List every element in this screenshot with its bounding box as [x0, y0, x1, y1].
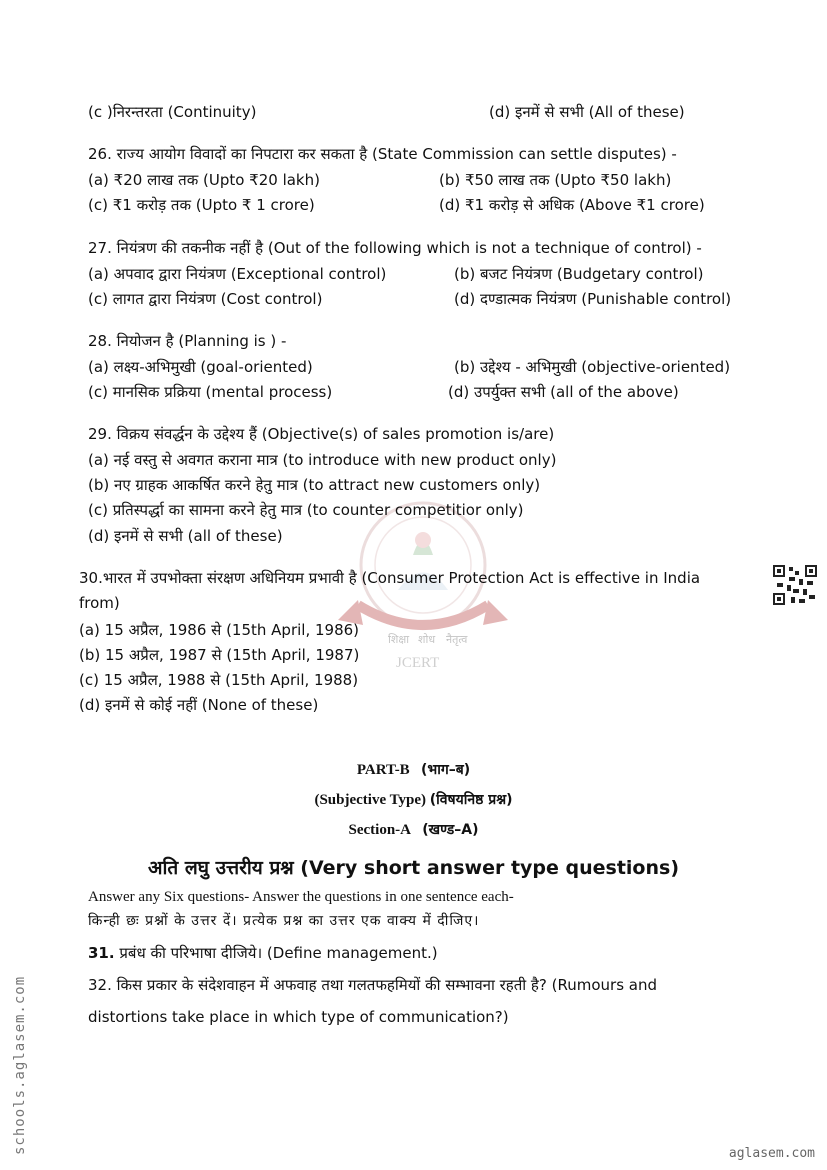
q30-question-line1: 30.भारत में उपभोक्ता संरक्षण अधिनियम प्रभावी है (Consumer Protection Act is effective in India [79, 569, 701, 587]
subjective-type-hindi: (विषयनिष्ठ प्रश्न) [429, 792, 513, 808]
q31-text: प्रबंध की परिभाषा दीजिये। (Define management.) [114, 944, 438, 962]
q28-option-b: (b) उद्देश्य - अभिमुखी (objective-oriented) [454, 358, 731, 376]
side-url: schools.aglasem.com [12, 975, 28, 1155]
q32-line1: 32. किस प्रकार के संदेशवाहन में अफवाह तथा गलतफहमियों की सम्भावना रहती है? (Rumours and [88, 976, 658, 994]
footer-url: aglasem.com [728, 1146, 815, 1161]
q29-option-b: (b) नए ग्राहक आकर्षित करने हेतु मात्र (to attract new customers only) [88, 476, 541, 494]
q31-number: 31. [88, 944, 115, 962]
q26-question: 26. राज्य आयोग विवादों का निपटारा कर सकता है (State Commission can settle disputes) - [88, 145, 677, 163]
q30-option-d: (d) इनमें से कोई नहीं (None of these) [79, 696, 319, 714]
q28-option-a: (a) लक्ष्य-अभिमुखी (goal-oriented) [88, 358, 313, 376]
q26-option-c: (c) ₹1 करोड़ तक (Upto ₹ 1 crore) [88, 196, 315, 214]
q31 [88, 943, 438, 963]
q29-question: 29. विक्रय संवर्द्धन के उद्देश्य हैं (Objective(s) of sales promotion is/are) [88, 425, 555, 443]
q32-line2: distortions take place in which type of communication?) [88, 1008, 509, 1026]
q29-option-d: (d) इनमें से सभी (all of these) [88, 527, 283, 545]
q27-option-d: (d) दण्डात्मक नियंत्रण (Punishable control) [454, 290, 732, 308]
part-b-heading [0, 760, 827, 779]
q26-option-a: (a) ₹20 लाख तक (Upto ₹20 lakh) [88, 171, 320, 189]
watermark-text-1: शिक्षा [388, 633, 410, 646]
section-a-heading [0, 820, 827, 839]
q26-option-b: (b) ₹50 लाख तक (Upto ₹50 lakh) [439, 171, 672, 189]
part-b-label: PART-B [356, 762, 410, 778]
subjective-type-heading [0, 790, 827, 809]
qr-code-icon [773, 565, 817, 605]
subjective-type-label: (Subjective Type) [314, 792, 426, 808]
instruction-hindi: किन्ही छः प्रश्नों के उत्तर दें। प्रत्येक प्रश्न का उत्तर एक वाक्य में दीजिए। [88, 913, 480, 929]
section-a-label: Section-A [348, 822, 411, 838]
q30-question-line2: from) [79, 594, 120, 612]
q30-option-c: (c) 15 अप्रैल, 1988 से (15th April, 1988) [79, 671, 359, 689]
very-short-answer-heading: अति लघु उत्तरीय प्रश्न (Very short answer type questions) [147, 857, 680, 879]
q25-option-d: (d) इनमें से सभी (All of these) [489, 103, 685, 121]
q25-option-c: (c )निरन्तरता (Continuity) [88, 103, 257, 121]
q27-option-c: (c) लागत द्वारा नियंत्रण (Cost control) [88, 290, 323, 308]
instruction-english: Answer any Six questions- Answer the questions in one sentence each- [88, 889, 514, 905]
q27-question: 27. नियंत्रण की तकनीक नहीं है (Out of the following which is not a technique of control) - [88, 239, 702, 257]
q30-option-b: (b) 15 अप्रैल, 1987 से (15th April, 1987) [79, 646, 360, 664]
q28-question: 28. नियोजन है (Planning is ) - [88, 332, 287, 350]
q27-option-a: (a) अपवाद द्वारा नियंत्रण (Exceptional control) [88, 265, 387, 283]
section-a-hindi: (खण्ड–A) [422, 822, 479, 838]
q30-option-a: (a) 15 अप्रैल, 1986 से (15th April, 1986) [79, 621, 360, 639]
q26-option-d: (d) ₹1 करोड़ से अधिक (Above ₹1 crore) [439, 196, 705, 214]
watermark-org: JCERT [396, 655, 440, 671]
q29-option-c: (c) प्रतिस्पर्द्धा का सामना करने हेतु मात्र (to counter competitior only) [88, 501, 524, 519]
q28-option-c: (c) मानसिक प्रक्रिया (mental process) [88, 383, 333, 401]
watermark-text-3: नैतृत्व [446, 633, 468, 646]
watermark-text-2: शोध [418, 633, 436, 646]
q27-option-b: (b) बजट नियंत्रण (Budgetary control) [454, 265, 704, 283]
q28-option-d: (d) उपर्युक्त सभी (all of the above) [448, 383, 679, 401]
q29-option-a: (a) नई वस्तु से अवगत कराना मात्र (to introduce with new product only) [88, 451, 557, 469]
part-b-hindi: (भाग–ब) [420, 762, 471, 778]
